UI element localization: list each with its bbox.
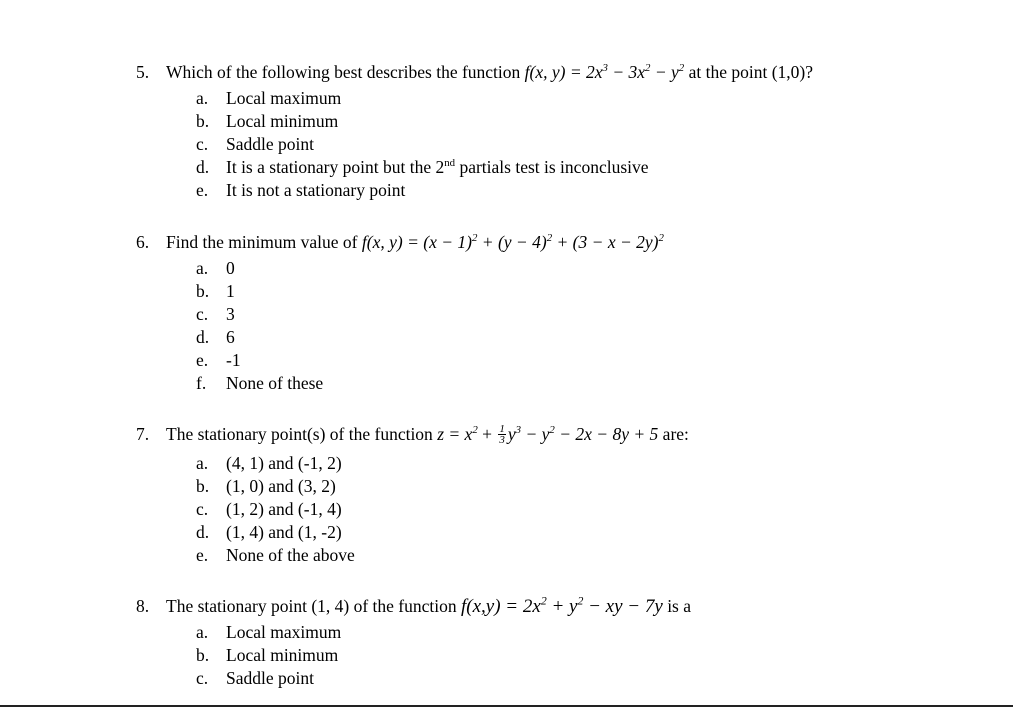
option[interactable]: b. Local minimum xyxy=(196,111,339,131)
fraction: $\frac{1}{3}$ xyxy=(499,423,505,447)
option[interactable]: b. 1 xyxy=(196,281,235,301)
options-list-q6 xyxy=(196,257,323,395)
question-text-end: are: xyxy=(662,424,689,444)
option[interactable]: e. It is not a stationary point xyxy=(196,180,406,200)
question-number: 6. xyxy=(136,232,150,252)
option[interactable]: d. 6 xyxy=(196,327,235,347)
function-expression: $z = x^2$ + $\frac{1}{3}$ $y^3 - y^2 - 2x - 8y + 5$ xyxy=(437,423,659,447)
option[interactable]: d. (1, 4) and (1, -2) xyxy=(196,522,342,542)
page-bottom-divider xyxy=(0,705,1013,707)
question-text: Which of the following best describes the function xyxy=(166,62,521,82)
question-text-end: is a xyxy=(667,596,692,616)
option[interactable]: a. 0 xyxy=(196,258,235,278)
option[interactable]: c. (1, 2) and (-1, 4) xyxy=(196,499,342,519)
option[interactable]: f. None of these xyxy=(196,373,324,393)
question-number: 7. xyxy=(136,424,150,444)
function-expression: f(x, $y) = 2x^3 - 3x^2 - y^2$ xyxy=(524,62,685,82)
options-list-q5 xyxy=(196,87,649,202)
question-7 xyxy=(136,423,689,446)
option[interactable]: e. None of the above xyxy=(196,545,355,565)
question-text: The stationary point (1, 4) of the function xyxy=(166,596,457,616)
option[interactable]: b. (1, 0) and (3, 2) xyxy=(196,476,336,496)
question-number: 8. xyxy=(136,596,150,616)
options-list-q8 xyxy=(196,621,341,690)
option[interactable]: d. It is a stationary point but the 2nd partials test is inconclusive xyxy=(196,157,649,177)
question-text-end: at the point (1,0)? xyxy=(688,62,813,82)
function-expression: $f(x,y) = 2x^2 + y^2$ − xy − 7y xyxy=(461,594,663,617)
option[interactable]: a. (4, 1) and (-1, 2) xyxy=(196,453,342,473)
question-5 xyxy=(136,61,813,83)
question-number: 5. xyxy=(136,62,150,82)
option[interactable]: c. Saddle point xyxy=(196,134,314,154)
option[interactable]: a. Local maximum xyxy=(196,88,342,108)
function-expression: f(x, $y) = (x - 1)^2 + (y - 4)^2 + (3 - x - 2y)^2$ xyxy=(361,232,664,252)
option[interactable]: c. Saddle point xyxy=(196,668,314,688)
question-text: Find the minimum value of xyxy=(166,232,358,252)
question-8 xyxy=(136,595,691,618)
option[interactable]: b. Local minimum xyxy=(196,645,339,665)
option[interactable]: c. 3 xyxy=(196,304,235,324)
option[interactable]: e. -1 xyxy=(196,350,241,370)
option[interactable]: a. Local maximum xyxy=(196,622,342,642)
question-text: The stationary point(s) of the function xyxy=(166,424,433,444)
question-6 xyxy=(136,231,664,253)
options-list-q7 xyxy=(196,452,355,567)
